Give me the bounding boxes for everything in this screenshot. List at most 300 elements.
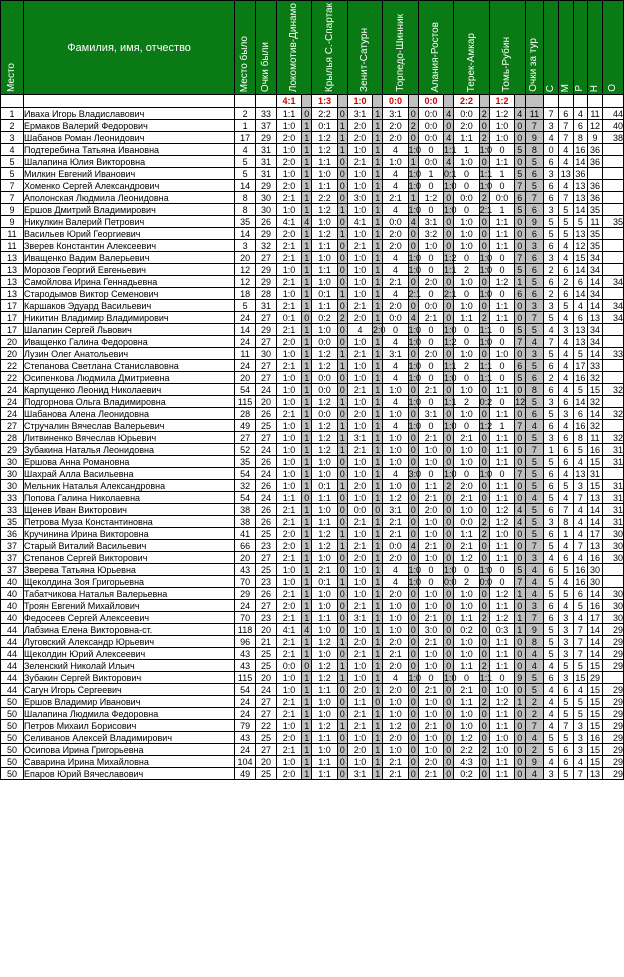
table-cell: 1 xyxy=(301,396,311,408)
table-cell: 4 xyxy=(525,588,544,600)
result-6: 2:2 xyxy=(454,95,479,108)
table-cell: 17 xyxy=(235,132,256,144)
header-name: Фамилия, имя, отчество xyxy=(23,1,234,95)
table-cell: 1 xyxy=(301,684,311,696)
table-cell: 1:0 xyxy=(347,420,372,432)
table-cell: 2:0 xyxy=(418,276,443,288)
table-cell: 5 xyxy=(525,516,544,528)
table-cell: 1:2 xyxy=(312,360,337,372)
table-cell: 1:2 xyxy=(312,420,337,432)
table-cell: 1:0 xyxy=(383,744,408,756)
table-cell: 27 xyxy=(256,708,277,720)
table-cell: 27 xyxy=(256,696,277,708)
table-cell: 11 xyxy=(525,108,544,120)
table-cell: 32 xyxy=(602,384,623,396)
table-cell: 26 xyxy=(256,504,277,516)
table-cell: 1:1 xyxy=(479,372,493,383)
place-cell: 2 xyxy=(1,120,24,132)
table-cell: 4:3 xyxy=(454,756,479,768)
table-cell: 26 xyxy=(256,588,277,600)
table-cell: 1:0 xyxy=(383,696,408,708)
table-cell: 6 xyxy=(544,468,559,480)
table-cell: 0 xyxy=(444,744,454,756)
table-cell: 0 xyxy=(408,348,418,360)
table-cell: 7 xyxy=(525,720,544,732)
table-cell: 0 xyxy=(490,264,515,276)
table-cell: 34 xyxy=(602,300,623,312)
result-gap xyxy=(479,95,489,108)
table-cell: 5 xyxy=(544,492,559,504)
table-cell: 4 xyxy=(383,468,408,480)
table-cell: 1:0 xyxy=(444,372,457,383)
table-cell: 2:1 xyxy=(276,504,301,516)
table-cell: 1 xyxy=(337,204,347,216)
table-cell: 7 xyxy=(525,444,544,456)
table-cell: 29 xyxy=(602,732,623,744)
table-cell: 1:0 xyxy=(276,288,301,300)
table-cell: 2:1 xyxy=(454,432,479,444)
table-cell: 25 xyxy=(256,732,277,744)
table-cell: 1:0 xyxy=(312,168,337,180)
table-cell: 29 xyxy=(602,696,623,708)
table-cell: 5 xyxy=(544,732,559,744)
table-cell: 0 xyxy=(408,516,418,528)
table-cell: 1:2 xyxy=(479,420,493,431)
table-cell: 14 xyxy=(588,504,603,516)
table-cell: 0 xyxy=(418,468,443,480)
header-prev-place: Место было xyxy=(235,1,256,95)
table-cell: 5 xyxy=(515,144,525,156)
table-cell: 4:1 xyxy=(347,216,372,228)
table-cell: 31 xyxy=(256,156,277,168)
table-cell: 2 xyxy=(544,372,559,384)
table-cell: 1:1 xyxy=(490,480,515,492)
table-cell: 1:0 xyxy=(444,564,457,575)
table-cell: 35 xyxy=(235,216,256,228)
table-cell: 29 xyxy=(602,744,623,756)
table-cell: 1:1 xyxy=(479,324,493,335)
table-cell: 5 xyxy=(544,648,559,660)
table-cell: 1 xyxy=(301,276,311,288)
table-cell: 1:2 xyxy=(490,612,515,624)
table-cell: 2:0 xyxy=(418,348,443,360)
table-cell: 1:1 xyxy=(312,300,337,312)
table-cell: 4 xyxy=(558,252,573,264)
table-cell: 9 xyxy=(588,132,603,144)
table-cell: 1:0 xyxy=(418,552,443,564)
table-cell: 4 xyxy=(383,576,408,588)
table-cell: 29 xyxy=(256,264,277,276)
table-cell: 5 xyxy=(525,468,544,480)
table-cell: 0:0 xyxy=(312,336,337,348)
table-cell: 1:0 xyxy=(454,456,479,468)
table-cell: 1 xyxy=(373,288,383,300)
table-cell: 5 xyxy=(515,264,525,276)
table-cell: 0 xyxy=(444,300,454,312)
table-cell: 4 xyxy=(525,660,544,672)
result-gap xyxy=(373,95,383,108)
table-cell: 29 xyxy=(256,228,277,240)
table-cell: 79 xyxy=(235,720,256,732)
table-cell: 32 xyxy=(588,372,603,384)
table-cell: 1:0 xyxy=(347,228,372,240)
place-cell: 13 xyxy=(1,252,24,264)
table-row xyxy=(1,120,624,132)
table-cell: 0 xyxy=(337,336,347,348)
header-prev-points: Очки были xyxy=(256,1,277,95)
table-cell: 7 xyxy=(573,492,588,504)
table-cell: 2:0 xyxy=(383,552,408,564)
table-cell: 30 xyxy=(588,564,603,576)
header-match-5: Алания-Ростов xyxy=(418,1,454,95)
place-cell: 3 xyxy=(1,132,24,144)
table-cell: 1:1 xyxy=(490,720,515,732)
table-cell: 1:0 xyxy=(383,708,408,720)
table-cell: 1:0 xyxy=(454,276,479,288)
table-cell: 4 xyxy=(383,264,408,276)
table-cell: 0 xyxy=(408,732,418,744)
player-name: Троян Евгений Михайлович xyxy=(23,600,234,612)
place-cell: 33 xyxy=(1,492,24,504)
table-cell: 0 xyxy=(490,564,515,576)
table-cell: 44 xyxy=(602,108,623,120)
table-cell: 0 xyxy=(383,324,408,336)
player-name: Васильев Юрий Георгиевич xyxy=(23,228,234,240)
table-cell: 6 xyxy=(525,288,544,300)
place-cell: 24 xyxy=(1,384,24,396)
table-cell: 0 xyxy=(418,264,443,276)
table-cell: 4 xyxy=(525,732,544,744)
table-cell: 0 xyxy=(337,624,347,636)
table-cell: 29 xyxy=(602,636,623,648)
table-cell: 0:0 xyxy=(276,660,301,672)
table-cell: 0 xyxy=(408,696,418,708)
table-cell: 1:0 xyxy=(454,504,479,516)
table-cell: 1 xyxy=(301,588,311,600)
table-cell: 43 xyxy=(235,564,256,576)
table-cell: 2 xyxy=(479,108,489,120)
table-cell: 6 xyxy=(544,384,559,396)
table-cell: 15 xyxy=(588,456,603,468)
table-cell: 52 xyxy=(235,444,256,456)
table-cell: 14 xyxy=(588,516,603,528)
table-cell: 1:0 xyxy=(454,636,479,648)
table-cell: 2:1 xyxy=(276,648,301,660)
table-cell: 4 xyxy=(383,144,408,156)
table-cell: 4 xyxy=(383,204,408,216)
table-cell: 1:1 xyxy=(490,708,515,720)
place-cell: 1 xyxy=(1,108,24,120)
header-match-7: Томь-Рубин xyxy=(490,1,526,95)
table-cell: 0:1 xyxy=(312,480,337,492)
table-cell: 1:1 xyxy=(312,756,337,768)
table-cell: 1:0 xyxy=(312,504,337,516)
table-cell: 0 xyxy=(337,684,347,696)
table-cell: 4 xyxy=(558,348,573,360)
table-cell: 1 xyxy=(373,156,383,168)
table-cell: 1 xyxy=(373,384,383,396)
table-cell: 33 xyxy=(588,360,603,372)
header-row xyxy=(1,1,624,95)
player-name: Зверева Татьяна Юрьевна xyxy=(23,564,234,576)
table-cell: 29 xyxy=(602,684,623,696)
table-cell xyxy=(602,468,623,480)
place-cell: 44 xyxy=(1,672,24,684)
table-cell: 1:0 xyxy=(383,384,408,396)
table-cell: 4 xyxy=(544,696,559,708)
table-cell: 0 xyxy=(444,612,454,624)
place-cell: 22 xyxy=(1,360,24,372)
table-cell: 54 xyxy=(235,492,256,504)
table-row xyxy=(1,444,624,456)
table-cell: 4 xyxy=(383,672,408,684)
table-cell: 1 xyxy=(515,696,525,708)
table-cell: 0 xyxy=(479,768,489,780)
table-cell: 32 xyxy=(602,432,623,444)
table-cell: 2:1 xyxy=(276,240,301,252)
table-cell: 0:2 xyxy=(479,396,493,407)
place-cell: 20 xyxy=(1,348,24,360)
player-name: Каршаков Эдуард Васильевич xyxy=(23,300,234,312)
table-cell: 20 xyxy=(256,396,277,408)
table-cell: 0:0 xyxy=(444,576,457,587)
table-cell: 7 xyxy=(515,576,525,588)
table-cell: 0 xyxy=(479,444,489,456)
table-cell: 0 xyxy=(515,312,525,324)
table-cell: 0:0 xyxy=(312,372,337,384)
table-cell: 29 xyxy=(602,756,623,768)
table-cell: 15 xyxy=(588,756,603,768)
table-cell: 7 xyxy=(515,420,525,432)
table-cell: 4 xyxy=(573,612,588,624)
table-cell: 31 xyxy=(256,168,277,180)
table-cell: 6 xyxy=(573,408,588,420)
table-cell: 2:0 xyxy=(454,120,479,132)
table-cell: 1 xyxy=(337,144,347,156)
table-cell: 0 xyxy=(479,708,489,720)
table-cell: 1 xyxy=(301,756,311,768)
table-cell: 0 xyxy=(408,240,418,252)
table-cell: 1 xyxy=(337,348,347,360)
table-cell: 3:1 xyxy=(347,432,372,444)
table-cell: 0 xyxy=(337,600,347,612)
table-cell: 1:0 xyxy=(408,396,422,407)
table-cell: 23 xyxy=(256,612,277,624)
table-cell: 3 xyxy=(235,240,256,252)
table-cell: 2 xyxy=(479,132,489,144)
table-cell: 40 xyxy=(602,120,623,132)
table-row xyxy=(1,504,624,516)
table-cell: 0 xyxy=(301,108,311,120)
table-cell: 4 xyxy=(573,528,588,540)
table-cell: 1 xyxy=(373,120,383,132)
place-cell: 36 xyxy=(1,528,24,540)
table-cell: 0 xyxy=(301,660,311,672)
table-cell: 6 xyxy=(544,528,559,540)
table-cell: 0 xyxy=(418,144,443,156)
table-cell: 1 xyxy=(301,528,311,540)
table-cell: 7 xyxy=(573,540,588,552)
table-cell: 9 xyxy=(525,756,544,768)
table-row xyxy=(1,156,624,168)
table-cell: 4 xyxy=(383,288,408,300)
table-cell: 1:0 xyxy=(408,324,422,335)
table-cell: 1 xyxy=(301,324,311,336)
table-cell: 0 xyxy=(454,180,479,192)
place-cell: 13 xyxy=(1,264,24,276)
table-cell: 1:0 xyxy=(347,288,372,300)
table-cell: 3:2 xyxy=(418,228,443,240)
table-cell: 3 xyxy=(544,204,559,216)
player-name: Зверев Константин Алексеевич xyxy=(23,240,234,252)
table-cell: 2:2 xyxy=(312,108,337,120)
player-name: Ершова Анна Романовна xyxy=(23,456,234,468)
table-cell: 24 xyxy=(235,696,256,708)
table-cell: 0 xyxy=(337,708,347,720)
table-cell: 0 xyxy=(454,672,479,684)
table-cell: 26 xyxy=(256,456,277,468)
place-cell: 40 xyxy=(1,588,24,600)
table-cell: 1:1 xyxy=(490,216,515,228)
table-cell: 1 xyxy=(373,708,383,720)
table-cell: 2 xyxy=(444,480,454,492)
table-cell: 24 xyxy=(235,708,256,720)
table-cell: 6 xyxy=(544,612,559,624)
table-cell: 30 xyxy=(602,588,623,600)
table-cell: 4 xyxy=(544,720,559,732)
table-cell: 31 xyxy=(588,468,603,480)
place-cell: 33 xyxy=(1,504,24,516)
table-cell: 0 xyxy=(515,684,525,696)
table-cell: 1:1 xyxy=(479,168,493,179)
table-cell: 1:2 xyxy=(312,636,337,648)
table-cell: 4 xyxy=(573,756,588,768)
table-cell: 1:0 xyxy=(454,228,479,240)
table-cell: 4 xyxy=(558,420,573,432)
player-name: Хоменко Сергей Александрович xyxy=(23,180,234,192)
table-row xyxy=(1,384,624,396)
table-cell: 0 xyxy=(301,312,311,324)
table-cell: 1:0 xyxy=(408,336,422,347)
table-cell: 2:0 xyxy=(347,744,372,756)
table-cell: 2 xyxy=(454,360,479,372)
table-cell: 1:0 xyxy=(444,324,457,335)
table-cell: 1 xyxy=(408,156,418,168)
table-cell: 14 xyxy=(588,588,603,600)
table-cell: 1:1 xyxy=(454,696,479,708)
table-cell: 1 xyxy=(373,480,383,492)
table-cell: 1 xyxy=(373,168,383,180)
table-cell: 0 xyxy=(444,228,454,240)
table-cell: 2:1 xyxy=(454,540,479,552)
header-tour-points: Очки за тур xyxy=(525,1,544,95)
table-cell: 6 xyxy=(544,180,559,192)
place-cell: 30 xyxy=(1,480,24,492)
table-cell: 3 xyxy=(558,672,573,684)
table-cell: 1 xyxy=(301,168,311,180)
table-cell: 0 xyxy=(337,516,347,528)
table-cell: 36 xyxy=(588,144,603,156)
player-name: Осипова Ирина Григорьевна xyxy=(23,744,234,756)
table-cell: 2:0 xyxy=(276,132,301,144)
table-cell: 1:0 xyxy=(383,480,408,492)
table-cell: 0 xyxy=(337,408,347,420)
table-cell: 1:2 xyxy=(454,552,479,564)
table-cell: 3:1 xyxy=(347,768,372,780)
table-cell xyxy=(602,288,623,300)
table-cell: 5 xyxy=(515,324,525,336)
table-cell: 6 xyxy=(558,456,573,468)
table-cell: 0 xyxy=(479,756,489,768)
table-cell: 0 xyxy=(515,528,525,540)
table-cell: 30 xyxy=(256,192,277,204)
table-cell: 0 xyxy=(418,324,443,336)
table-cell: 1:0 xyxy=(490,528,515,540)
table-cell: 5 xyxy=(573,600,588,612)
table-cell: 2:1 xyxy=(347,516,372,528)
table-cell: 4 xyxy=(544,684,559,696)
table-cell: 8 xyxy=(235,192,256,204)
table-cell: 0:1 xyxy=(444,168,457,179)
table-cell: 1:0 xyxy=(347,588,372,600)
table-cell: 1:0 xyxy=(408,420,422,431)
table-cell: 0 xyxy=(337,252,347,264)
table-cell: 1:0 xyxy=(418,600,443,612)
table-cell: 13 xyxy=(558,168,573,180)
table-cell: 2:0 xyxy=(276,180,301,192)
table-cell: 18 xyxy=(235,288,256,300)
table-cell: 2:1 xyxy=(479,204,493,215)
table-cell: 1:0 xyxy=(408,672,422,683)
player-name: Стародымов Виктор Семенович xyxy=(23,288,234,300)
table-cell: 0 xyxy=(418,288,443,300)
table-cell: 31 xyxy=(256,144,277,156)
table-cell: 12 xyxy=(515,396,526,407)
table-cell: 3 xyxy=(558,324,573,336)
table-cell: 2:0 xyxy=(383,300,408,312)
table-row xyxy=(1,300,624,312)
player-name: Морозов Георгий Евгеньевич xyxy=(23,264,234,276)
table-cell: 6 xyxy=(558,756,573,768)
table-cell: 20 xyxy=(235,552,256,564)
table-cell: 0 xyxy=(515,444,525,456)
table-cell: 1:0 xyxy=(383,600,408,612)
table-cell: 3 xyxy=(573,744,588,756)
table-cell: 14 xyxy=(588,348,603,360)
table-cell: 34 xyxy=(588,264,603,276)
table-cell: 1:1 xyxy=(490,600,515,612)
table-cell: 1:0 xyxy=(347,252,372,264)
table-cell: 32 xyxy=(588,396,603,408)
table-row xyxy=(1,396,624,408)
table-cell: 1:0 xyxy=(479,288,493,299)
table-cell: 1:0 xyxy=(347,168,372,180)
table-cell: 0 xyxy=(444,276,454,288)
table-cell: 29 xyxy=(256,276,277,288)
table-cell: 29 xyxy=(602,660,623,672)
header-stat-r: Р xyxy=(573,1,588,95)
table-cell: 2:1 xyxy=(347,300,372,312)
table-cell: 13 xyxy=(588,540,603,552)
player-name: Шабанова Алена Леонидовна xyxy=(23,408,234,420)
table-cell: 0 xyxy=(515,348,525,360)
table-cell: 15 xyxy=(588,684,603,696)
table-cell: 0 xyxy=(444,588,454,600)
table-cell: 5 xyxy=(515,168,525,180)
table-cell: 1:1 xyxy=(312,264,337,276)
table-cell: 1 xyxy=(558,528,573,540)
player-name: Кручинина Ирина Викторовна xyxy=(23,528,234,540)
